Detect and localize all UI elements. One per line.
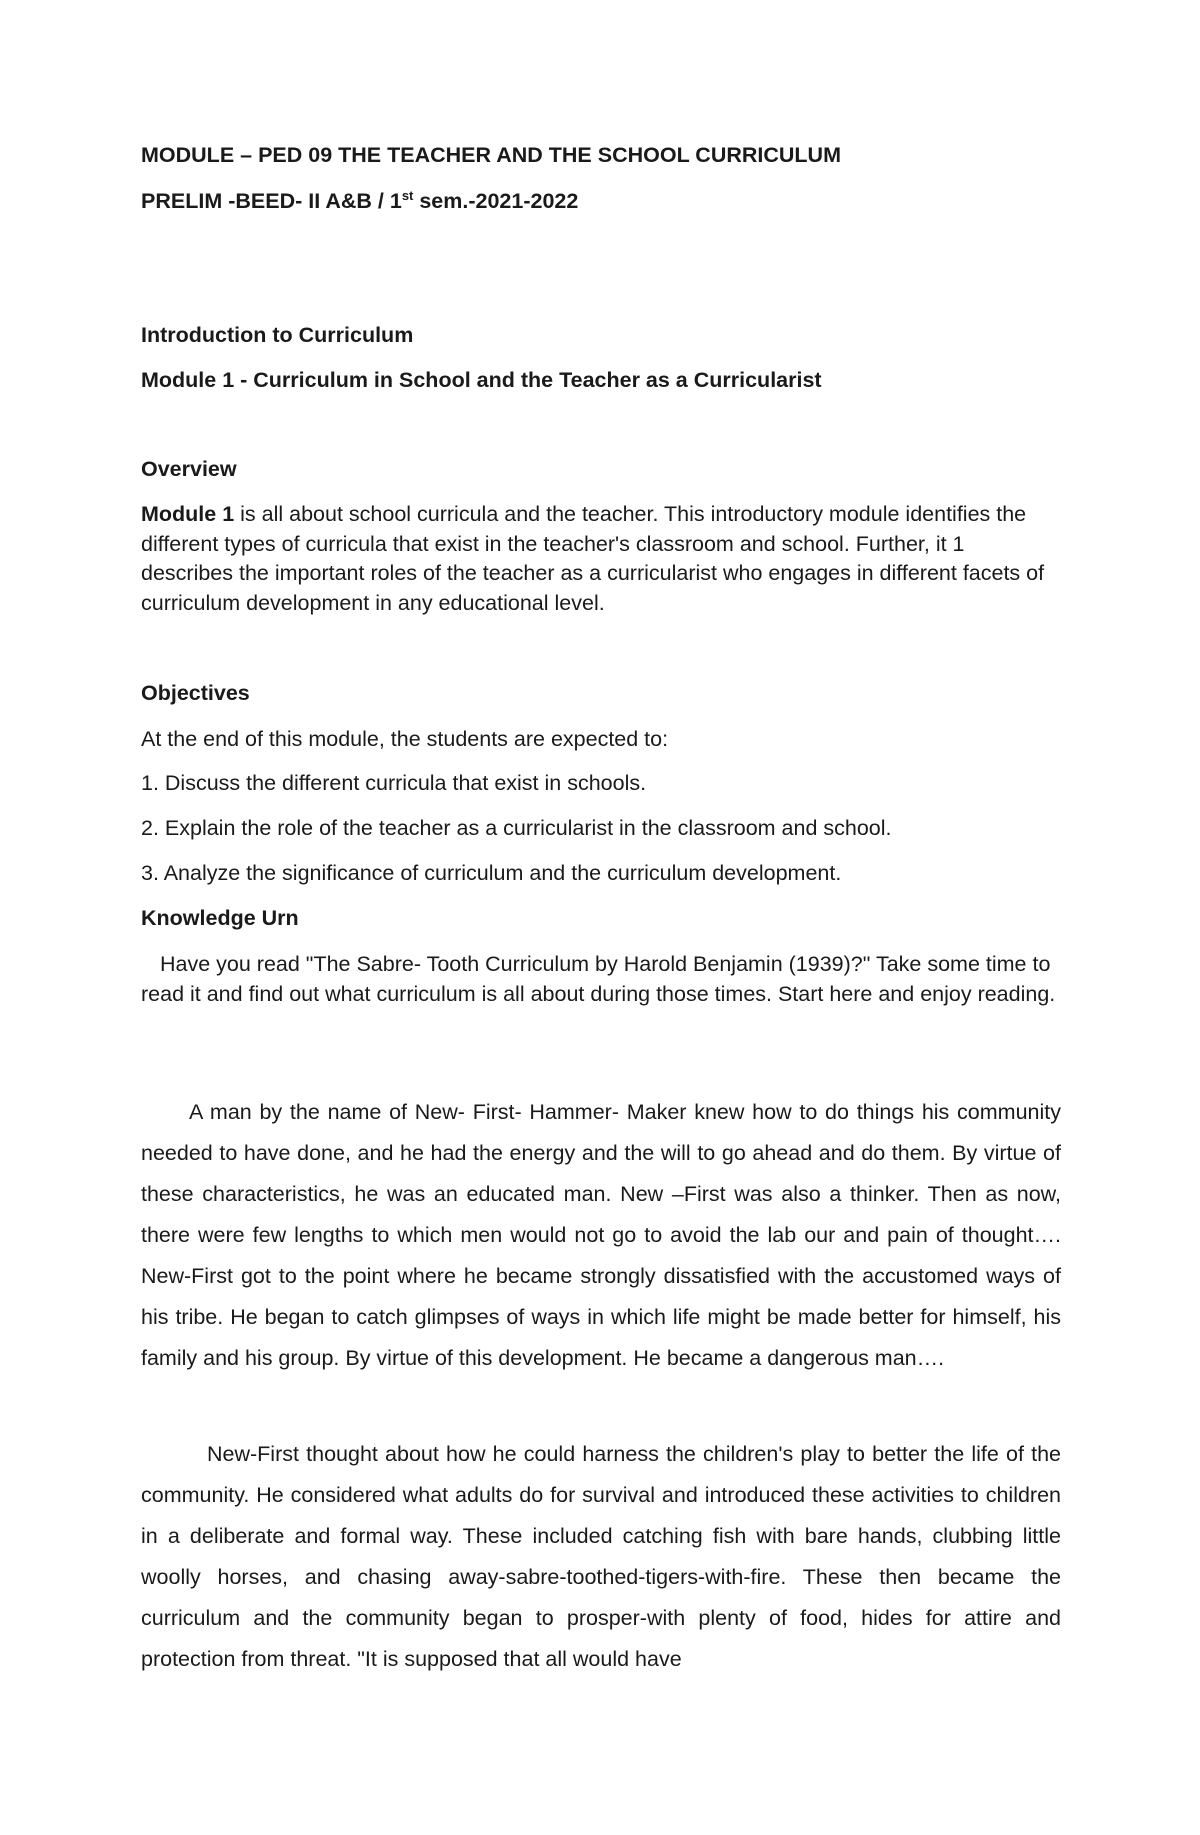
subtitle-superscript: st	[401, 187, 414, 203]
overview-lead: Module 1	[141, 502, 235, 526]
overview-text: is all about school curricula and the teacher. This introductory module identifies the different types of curricula that exist in the teacher's classroom and school. Further, it 1 describes the important roles of the teacher as a curricularist who engages in different facets of curriculum development in any educational level.	[141, 502, 1045, 615]
subtitle-suffix: sem.-2021-2022	[413, 189, 579, 213]
objective-item: 2. Explain the role of the teacher as a curricularist in the classroom and school.	[141, 816, 892, 840]
subtitle-prefix: PRELIM -BEED- II A&B / 1	[141, 189, 402, 213]
objective-item: 1. Discuss the different curricula that exist in schools.	[141, 771, 647, 795]
objectives-intro: At the end of this module, the students are expected to:	[141, 727, 669, 751]
story-paragraph-1: A man by the name of New- First- Hammer- Maker knew how to do things his community needed to have done, and he had the energy and the will to go ahead and do them. By virtue of these characteristics, he was an educated man. New –First was also a thinker. Then as now, there were few lengths to which men would not go to avoid the lab our and pain of thought…. New-First got to the point where he became strongly dissatisfied with the accustomed ways of his tribe. He began to catch glimpses of ways in which life might be made better for himself, his family and his group. By virtue of this development. He became a dangerous man….	[141, 1100, 1061, 1370]
overview-heading: Overview	[141, 457, 237, 481]
module-title: MODULE – PED 09 THE TEACHER AND THE SCHOOL CURRICULUM	[141, 143, 841, 167]
objectives-heading: Objectives	[141, 681, 250, 705]
knowledge-urn-heading: Knowledge Urn	[141, 906, 299, 930]
overview-paragraph	[141, 500, 1061, 618]
module-subtitle	[141, 189, 578, 214]
document-page	[141, 0, 1061, 1835]
objective-item: 3. Analyze the significance of curriculum and the curriculum development.	[141, 861, 842, 885]
knowledge-urn-paragraph: Have you read "The Sabre- Tooth Curriculum by Harold Benjamin (1939)?" Take some time to read it and find out what curriculum is all about during those times. Start here and enjoy reading.	[141, 952, 1056, 1006]
intro-heading: Introduction to Curriculum	[141, 323, 414, 347]
module-1-title: Module 1 - Curriculum in School and the Teacher as a Curricularist	[141, 368, 822, 392]
story-paragraph-2: New-First thought about how he could harness the children's play to better the life of the community. He considered what adults do for survival and introduced these activities to children in a deliberate and formal way. These included catching fish with bare hands, clubbing little woolly horses, and chasing away-sabre-toothed-tigers-with-fire. These then became the curriculum and the community began to prosper-with plenty of food, hides for attire and protection from threat. "It is supposed that all would have	[141, 1442, 1061, 1671]
